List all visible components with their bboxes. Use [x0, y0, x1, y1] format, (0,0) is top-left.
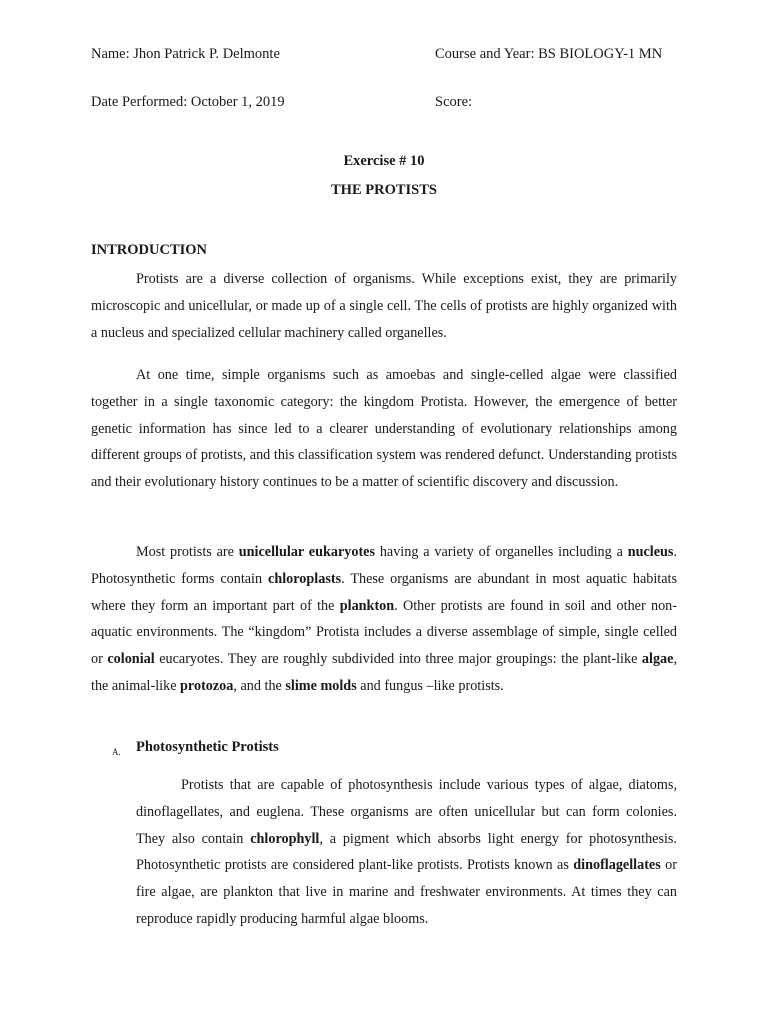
term-chloroplasts: chloroplasts — [268, 570, 342, 587]
term-algae: algae — [641, 651, 674, 668]
paragraph-3: Most protists are unicellular eukaryotes having a variety of organelles including a nucleus. Photosynthetic forms contain chloroplasts. These organisms are abundant in most aquatic habitats where they form an important part of the plankton. Other protists are found in soil and other non-aquatic environments. The “kingdom” Protista includes a diverse assemblage of simple, single celled or colonial eucaryotes. They are roughly subdivided into three major groupings: the plant-like algae, the animal-like protozoa, and the slime molds and fungus –like protists. — [91, 544, 677, 694]
term-colonial: colonial — [107, 651, 155, 668]
term-protozoa: protozoa — [180, 677, 234, 694]
date-performed: Date Performed: October 1, 2019 — [91, 94, 285, 110]
term-dinoflagellates: dinoflagellates — [573, 857, 661, 874]
course-year: Course and Year: BS BIOLOGY-1 MN — [435, 46, 663, 62]
paragraph-1: Protists are a diverse collection of organisms. While exceptions exist, they are primarily microscopic and unicellular, or made up of a single cell. The cells of protists are highly organized with a nucleus and specialized cellular machinery called organelles. — [91, 271, 677, 341]
section-a-paragraph: Protists that are capable of photosynthesis include various types of algae, diatoms, dinoflagellates, and euglena. These organisms are often unicellular but can form colonies. They also contain chlorophyll, a pigment which absorbs light energy for photosynthesis. Photosynthetic protists are considered plant-like protists. Protists known as dinoflagellates or fire algae, are plankton that live in marine and freshwater environments. At times they can reproduce rapidly producing harmful algae blooms. — [136, 777, 678, 927]
document-title: THE PROTISTS — [331, 182, 437, 198]
term-nucleus: nucleus — [627, 544, 674, 560]
exercise-number: Exercise # 10 — [343, 153, 425, 169]
paragraph-2: At one time, simple organisms such as amoebas and single-celled algae were classified together in a single taxonomic category: the kingdom Protista. However, the emergence of better genetic information has since led to a clearer understanding of evolutionary relationships among different groups of protists, and this classification system was rendered defunct. Understanding protists and their evolutionary history continues to be a matter of scientific discovery and discussion. — [91, 367, 677, 491]
section-a-letter: A. — [112, 747, 121, 757]
term-chlorophyll: chlorophyll — [250, 830, 320, 847]
score-label: Score: — [435, 94, 473, 110]
student-name: Name: Jhon Patrick P. Delmonte — [91, 46, 280, 62]
section-a-title: Photosynthetic Protists — [136, 739, 279, 755]
term-unicellular-eukaryotes: unicellular eukaryotes — [238, 544, 375, 560]
introduction-heading: INTRODUCTION — [91, 242, 208, 258]
term-slime-molds: slime molds — [285, 677, 357, 694]
term-plankton: plankton — [339, 597, 395, 614]
